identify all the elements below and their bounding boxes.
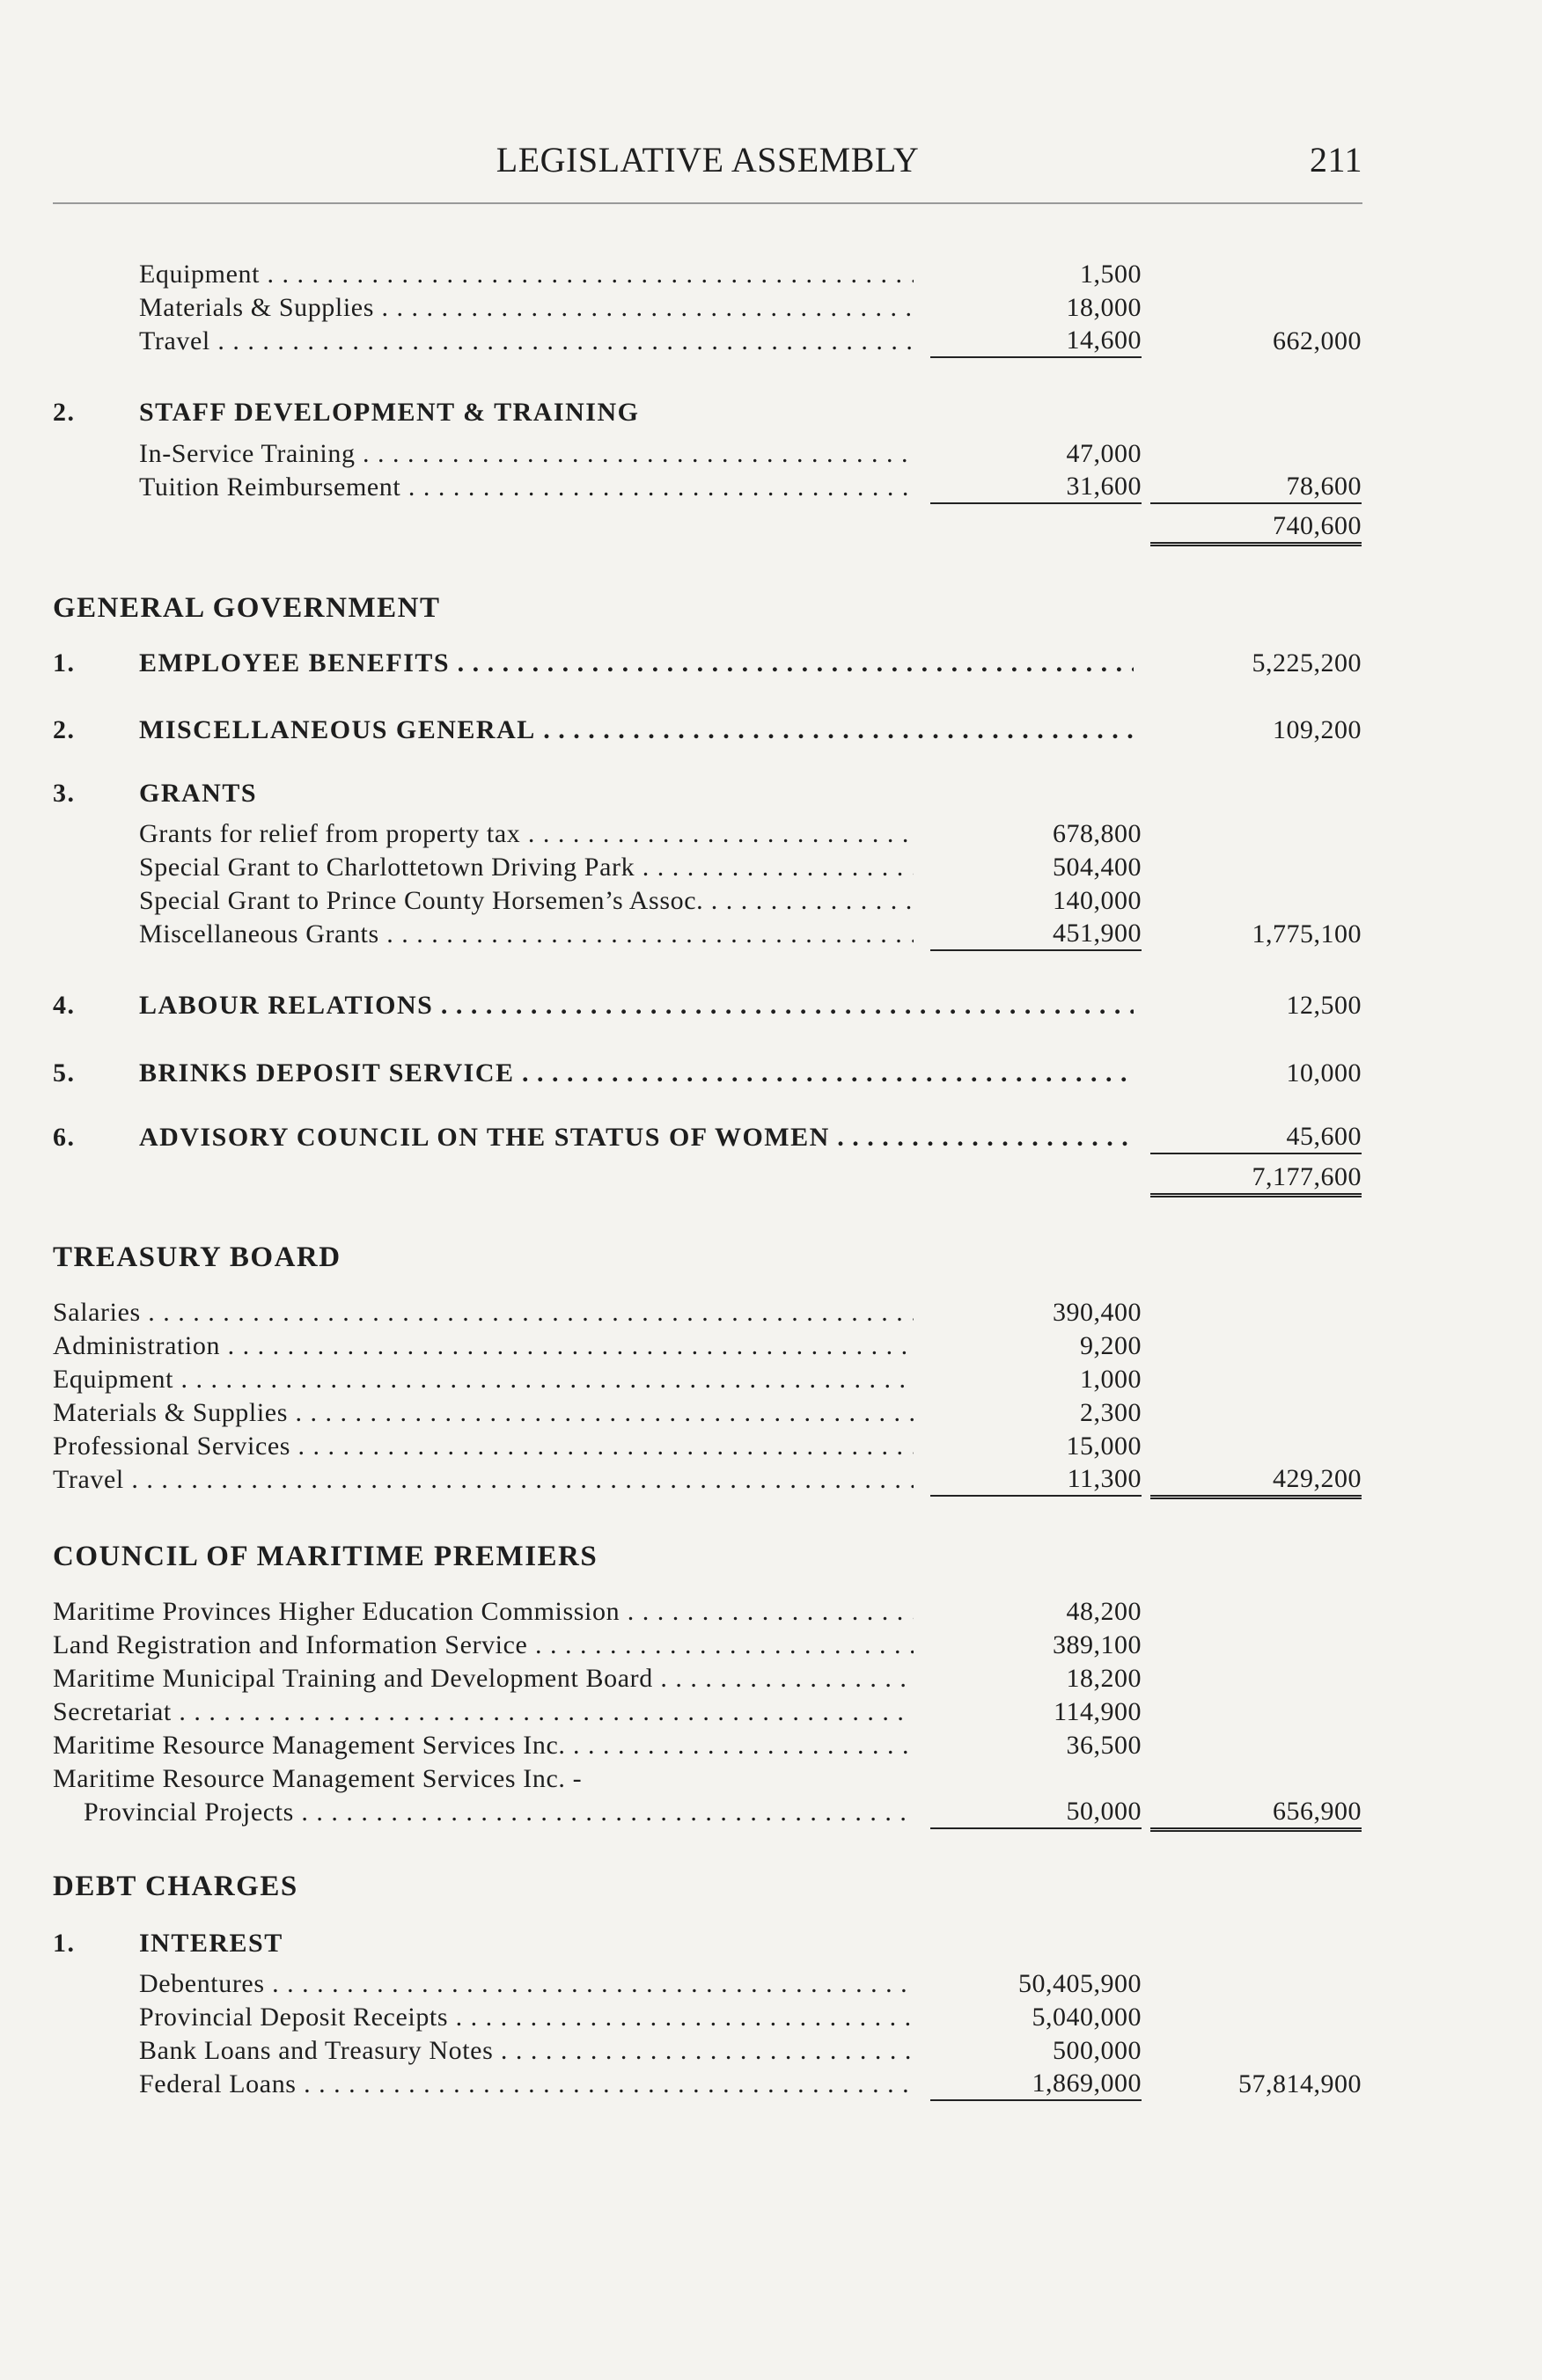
section-title: COUNCIL OF MARITIME PREMIERS — [53, 1541, 598, 1572]
subsection-total: 57,814,900 — [1238, 2069, 1362, 2098]
line-item — [0, 1762, 1542, 1796]
line-item — [0, 471, 1542, 504]
item-label: Miscellaneous Grants . . . — [139, 918, 914, 951]
line-item — [0, 291, 1542, 325]
subsection-title: STAFF DEVELOPMENT & TRAINING — [139, 398, 640, 427]
item-amount: 1,869,000 — [930, 2068, 1142, 2101]
item-label: Special Grant to Prince County Horsemen’s Assoc. . . . — [139, 884, 914, 918]
item-label: Special Grant to Charlottetown Driving Park . . . — [139, 851, 914, 884]
subsection-number: 1. — [53, 648, 76, 677]
subsection-total: 10,000 — [1286, 1058, 1362, 1087]
subsection-heading — [0, 1927, 1542, 1960]
subsection-number: 2. — [53, 398, 76, 427]
item-label: Travel . . . — [139, 325, 914, 358]
subsection-total: 45,600 — [1150, 1121, 1362, 1154]
subsection-total: 12,500 — [1286, 991, 1362, 1020]
subsection-number: 4. — [53, 991, 76, 1020]
item-label: Equipment . . . — [139, 258, 914, 291]
line-item — [0, 1595, 1542, 1629]
subsection-label: BRINKS DEPOSIT SERVICE . . . — [139, 1057, 1134, 1090]
grand-total-row — [0, 1161, 1542, 1195]
line-item — [0, 1796, 1542, 1829]
section-heading — [0, 1540, 1542, 1573]
grand-total: 7,177,600 — [1150, 1161, 1362, 1197]
section-total: 656,900 — [1150, 1796, 1362, 1832]
line-item — [0, 1662, 1542, 1695]
subsection-number: 2. — [53, 715, 76, 744]
item-label: Maritime Municipal Training and Development Board . . . — [53, 1662, 914, 1695]
subsection-total: 109,200 — [1273, 715, 1362, 744]
item-label: Salaries . . . — [53, 1296, 914, 1329]
item-label: Provincial Deposit Receipts . . . — [139, 2001, 914, 2034]
section-heading — [0, 1870, 1542, 1903]
item-amount: 48,200 — [1066, 1597, 1142, 1626]
subsection-line — [0, 714, 1542, 747]
section-title: DEBT CHARGES — [53, 1871, 298, 1902]
subsection-label: EMPLOYEE BENEFITS . . . — [139, 647, 1134, 680]
line-item — [0, 1629, 1542, 1662]
item-amount: 47,000 — [1066, 439, 1142, 468]
item-amount: 50,000 — [930, 1796, 1142, 1829]
item-label: Tuition Reimbursement . . . — [139, 471, 914, 504]
line-item — [0, 2034, 1542, 2068]
line-item — [0, 918, 1542, 951]
item-amount: 36,500 — [1066, 1731, 1142, 1760]
item-amount: 114,900 — [1054, 1697, 1142, 1726]
item-label: Provincial Projects . . . — [84, 1796, 914, 1829]
item-amount: 1,500 — [1080, 260, 1142, 289]
subsection-label: LABOUR RELATIONS . . . — [139, 989, 1134, 1022]
item-label: Equipment . . . — [53, 1363, 914, 1396]
item-amount: 31,600 — [930, 471, 1142, 504]
item-label: Maritime Resource Management Services Inc. . . . — [53, 1729, 914, 1762]
subsection-number: 1. — [53, 1929, 76, 1958]
subsection-line — [0, 1057, 1542, 1090]
item-amount: 18,200 — [1066, 1664, 1142, 1693]
line-item — [0, 1430, 1542, 1463]
subsection-number: 5. — [53, 1058, 76, 1087]
item-amount: 11,300 — [930, 1463, 1142, 1497]
subsection-number: 6. — [53, 1123, 76, 1152]
subsection-title: GRANTS — [139, 779, 258, 808]
line-item — [0, 2068, 1542, 2101]
section-title: GENERAL GOVERNMENT — [53, 592, 441, 624]
subsection-heading — [0, 777, 1542, 810]
page-title: LEGISLATIVE ASSEMBLY — [496, 140, 920, 179]
subsection-heading — [0, 396, 1542, 429]
line-item — [0, 1463, 1542, 1497]
item-label: Administration . . . — [53, 1329, 914, 1363]
subsection-label: MISCELLANEOUS GENERAL . . . — [139, 714, 1134, 747]
item-label: Maritime Resource Management Services Inc. - — [53, 1764, 583, 1793]
line-item — [0, 884, 1542, 918]
item-label: Travel . . . — [53, 1463, 914, 1497]
item-amount: 5,040,000 — [1032, 2003, 1142, 2032]
line-item — [0, 1363, 1542, 1396]
line-item — [0, 851, 1542, 884]
item-amount: 500,000 — [1053, 2036, 1142, 2065]
subsection-total: 1,775,100 — [1252, 919, 1362, 948]
item-amount: 15,000 — [1066, 1432, 1142, 1461]
subsection-number: 3. — [53, 779, 76, 808]
item-amount: 50,405,900 — [1018, 1969, 1142, 1998]
item-amount: 678,800 — [1053, 819, 1142, 848]
line-item — [0, 1396, 1542, 1430]
section-heading — [0, 591, 1542, 625]
page-header — [53, 132, 1362, 185]
item-amount: 14,600 — [930, 325, 1142, 358]
subsection-total: 5,225,200 — [1252, 648, 1362, 677]
subsection-total: 78,600 — [1150, 471, 1362, 504]
item-amount: 140,000 — [1053, 886, 1142, 915]
subsection-line — [0, 1121, 1542, 1154]
item-label: In-Service Training . . . — [139, 437, 914, 471]
line-item — [0, 1729, 1542, 1762]
section-heading — [0, 1241, 1542, 1274]
line-item — [0, 2001, 1542, 2034]
grand-total-row — [0, 510, 1542, 544]
item-label: Secretariat . . . — [53, 1695, 914, 1729]
item-label: Materials & Supplies . . . — [139, 291, 914, 325]
subsection-line — [0, 647, 1542, 680]
item-amount: 9,200 — [1080, 1331, 1142, 1360]
line-item — [0, 258, 1542, 291]
item-amount: 451,900 — [930, 918, 1142, 951]
item-amount: 2,300 — [1080, 1398, 1142, 1427]
line-item — [0, 1329, 1542, 1363]
item-amount: 389,100 — [1053, 1630, 1142, 1659]
item-amount: 390,400 — [1053, 1298, 1142, 1327]
line-item — [0, 1967, 1542, 2001]
grand-total: 740,600 — [1150, 510, 1362, 546]
line-item — [0, 1296, 1542, 1329]
item-label: Bank Loans and Treasury Notes . . . — [139, 2034, 914, 2068]
section-total: 429,200 — [1150, 1463, 1362, 1499]
header-rule — [53, 202, 1362, 204]
item-label: Materials & Supplies . . . — [53, 1396, 914, 1430]
item-label: Grants for relief from property tax . . . — [139, 817, 914, 851]
line-item — [0, 437, 1542, 471]
item-label: Federal Loans . . . — [139, 2068, 914, 2101]
subsection-label: ADVISORY COUNCIL ON THE STATUS OF WOMEN . . . — [139, 1121, 1134, 1154]
item-label: Land Registration and Information Service . . . — [53, 1629, 914, 1662]
item-label: Debentures . . . — [139, 1967, 914, 2001]
line-item — [0, 325, 1542, 358]
section-total: 662,000 — [1273, 326, 1362, 355]
item-amount: 504,400 — [1053, 853, 1142, 882]
item-label: Professional Services . . . — [53, 1430, 914, 1463]
line-item — [0, 817, 1542, 851]
subsection-line — [0, 989, 1542, 1022]
subsection-title: INTEREST — [139, 1929, 283, 1958]
page-number: 211 — [1309, 140, 1362, 179]
section-title: TREASURY BOARD — [53, 1241, 341, 1273]
line-item — [0, 1695, 1542, 1729]
item-amount: 18,000 — [1066, 293, 1142, 322]
item-label: Maritime Provinces Higher Education Commission . . . — [53, 1595, 914, 1629]
item-amount: 1,000 — [1080, 1365, 1142, 1394]
